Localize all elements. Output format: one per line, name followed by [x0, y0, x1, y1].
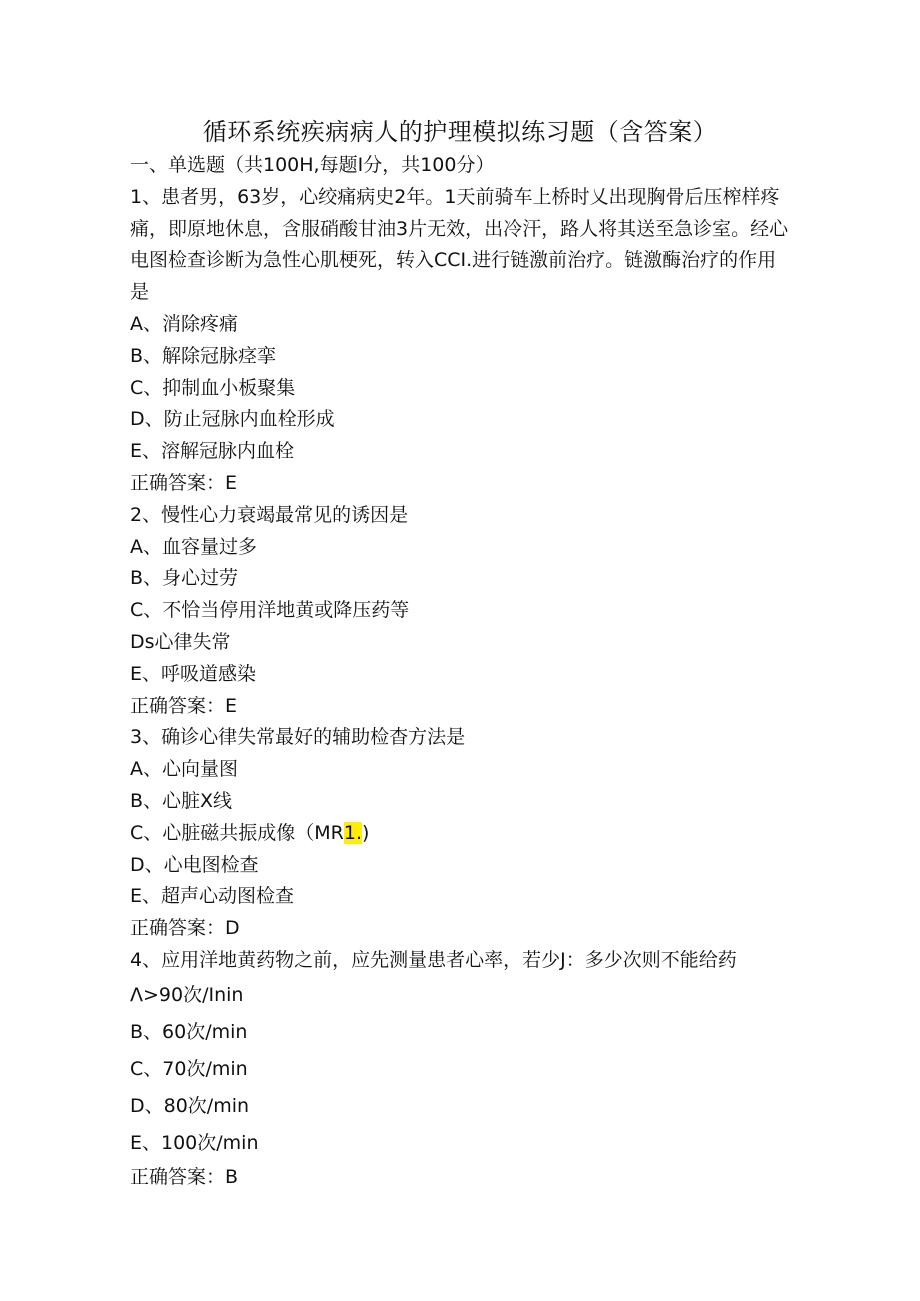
question-2-stem: 2、慢性心力衰竭最常见的诱因是: [130, 503, 409, 526]
question-4-answer: 正确答案：B: [130, 1165, 239, 1188]
question-4-stem: 4、应用洋地黄药物之前，应先测量患者心率，若少J：多少次则不能给药: [130, 948, 737, 971]
question-3-option-e: E、超声心动图检查: [130, 885, 295, 908]
question-3-option-c: [130, 818, 790, 850]
question-2-option-c: C、不恰当停用洋地黄或降压药等: [130, 599, 410, 622]
question-4: [130, 945, 790, 1194]
question-2-answer: 正确答案：E: [130, 694, 238, 717]
question-3-stem: 3、确诊心律失常最好的辅助检杳方法是: [130, 726, 466, 749]
question-2-option-d: Ds心律失常: [130, 630, 231, 653]
question-4-option-a: Λ>90次/Inin: [130, 983, 244, 1006]
document-body: [130, 150, 790, 1194]
question-2-option-b: B、身心过劳: [130, 567, 239, 590]
question-4-option-d: D、80次/min: [130, 1094, 250, 1117]
question-3: [130, 722, 790, 945]
question-1-option-c: C、抑制血小板聚集: [130, 376, 296, 399]
question-1-option-a: A、消除疼痛: [130, 312, 238, 335]
question-2-option-e: E、呼吸道感染: [130, 662, 257, 685]
question-3-option-d: D、心电图检查: [130, 853, 259, 876]
question-4-option-b: B、60次/min: [130, 1020, 248, 1043]
question-2-option-a: A、血容量过多: [130, 535, 257, 558]
question-1-option-b: B、解除冠脉痉挛: [130, 344, 277, 367]
question-4-option-e: E、100次/min: [130, 1131, 259, 1154]
question-3-option-c-highlight: 1.: [343, 821, 363, 844]
question-1: [130, 182, 790, 500]
document-title: 循环系统疾病病人的护理模拟练习题（含答案）: [202, 118, 718, 146]
question-2: [130, 500, 790, 723]
question-3-answer: 正确答案：D: [130, 917, 240, 940]
question-3-option-c-text: C、心脏磁共振成像（MR: [130, 821, 344, 844]
question-3-option-c-tail: ): [362, 821, 370, 844]
question-3-option-b: B、心脏X线: [130, 789, 233, 812]
question-1-answer: 正确答案：E: [130, 471, 238, 494]
question-4-option-c: C、70次/min: [130, 1057, 248, 1080]
question-1-stem: 1、患者男，63岁，心绞痛病史2年。1天前骑车上桥时乂出现胸骨后压榨样疼痛，即原地休息，含服硝酸甘油3片无效，出冷汗，路人将其送至急诊室。经心电图检查诊断为急性心肌梗死，转入CCI.进行链激前治疗。链激酶治疗的作用是: [130, 185, 789, 304]
question-1-option-d: D、防止冠脉内血栓形成: [130, 408, 335, 431]
question-1-option-e: E、溶解冠脉内血栓: [130, 440, 295, 463]
question-3-option-a: A、心向量图: [130, 758, 238, 781]
section-heading: 一、单选题（共100H,每题I分，共100分）: [130, 154, 495, 176]
